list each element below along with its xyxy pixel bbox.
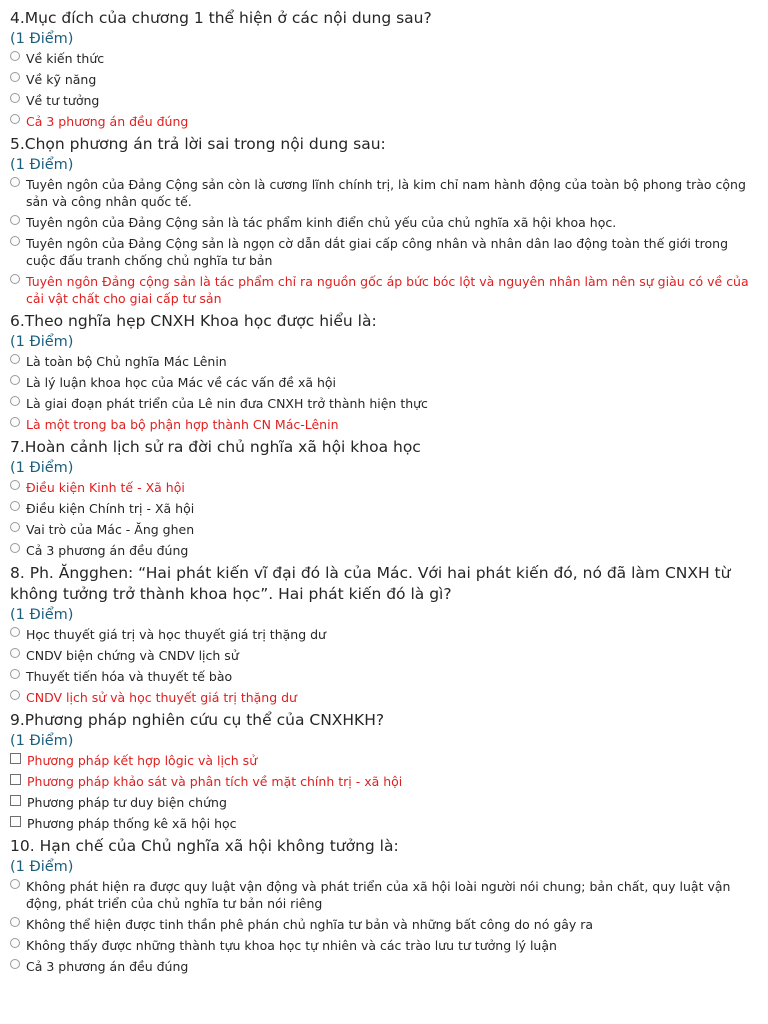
radio-button-icon[interactable]	[10, 959, 20, 969]
question-title: 5.Chọn phương án trả lời sai trong nội dung sau:	[10, 135, 386, 153]
option-label: Tuyên ngôn Đảng cộng sản là tác phẩm chỉ ra nguồn gốc áp bức bóc lột và nguyên nhân làm nên sự giàu có về của cải vật chất cho giai cấp tư sản	[26, 274, 749, 306]
radio-button-icon[interactable]	[10, 93, 20, 103]
option-label: Tuyên ngôn của Đảng Cộng sản là ngọn cờ dẫn dắt giai cấp công nhân và nhân dân lao động toàn thế giới trong cuộc đấu tranh chống chủ nghĩa tư bản	[26, 236, 729, 268]
question-title: 8. Ph. Ăngghen: “Hai phát kiến vĩ đại đó là của Mác. Với hai phát kiến đó, nó đã làm CNXH từ không tưởng trở thành khoa học”. Hai phát kiến đó là gì?	[10, 564, 731, 603]
option-label: Về kỹ năng	[26, 72, 97, 87]
option-label: Vai trò của Mác - Ăng ghen	[26, 522, 195, 537]
checkbox-icon[interactable]	[10, 753, 21, 764]
question-points: (1 Điểm)	[10, 334, 74, 350]
checkbox-icon[interactable]	[10, 816, 21, 827]
answer-option[interactable]	[10, 214, 758, 231]
option-label: CNDV lịch sử và học thuyết giá trị thặng dư	[26, 690, 297, 705]
option-label: Phương pháp khảo sát và phân tích về mặt chính trị - xã hội	[27, 774, 403, 789]
answer-option[interactable]	[10, 937, 758, 954]
option-label: Là toàn bộ Chủ nghĩa Mác Lênin	[26, 354, 227, 369]
question-title: 7.Hoàn cảnh lịch sử ra đời chủ nghĩa xã hội khoa học	[10, 438, 421, 456]
question-6	[10, 311, 758, 433]
question-5	[10, 134, 758, 307]
answer-option[interactable]	[10, 878, 758, 912]
radio-button-icon[interactable]	[10, 417, 20, 427]
question-title: 9.Phương pháp nghiên cứu cụ thể của CNXHKH?	[10, 711, 385, 729]
answer-option[interactable]	[10, 235, 758, 269]
radio-button-icon[interactable]	[10, 543, 20, 553]
radio-button-icon[interactable]	[10, 236, 20, 246]
radio-button-icon[interactable]	[10, 114, 20, 124]
option-label: CNDV biện chứng và CNDV lịch sử	[26, 648, 239, 663]
option-label: Không phát hiện ra được quy luật vận động và phát triển của xã hội loài người nói chung; bản chất, quy luật vận động, phát triển của chủ nghĩa tư bản nói riêng	[26, 879, 731, 911]
answer-option[interactable]	[10, 374, 758, 391]
answer-option[interactable]	[10, 689, 758, 706]
option-label: Về kiến thức	[26, 51, 105, 66]
answer-option[interactable]	[10, 176, 758, 210]
answer-option[interactable]	[10, 794, 758, 811]
option-label: Phương pháp kết hợp lôgic và lịch sử	[27, 753, 258, 768]
answer-option[interactable]	[10, 71, 758, 88]
radio-button-icon[interactable]	[10, 354, 20, 364]
radio-button-icon[interactable]	[10, 522, 20, 532]
answer-option[interactable]	[10, 500, 758, 517]
question-points: (1 Điểm)	[10, 31, 74, 47]
answer-option[interactable]	[10, 416, 758, 433]
question-title: 6.Theo nghĩa hẹp CNXH Khoa học được hiểu là:	[10, 312, 377, 330]
question-10	[10, 836, 758, 975]
answer-option[interactable]	[10, 521, 758, 538]
question-points: (1 Điểm)	[10, 607, 74, 623]
answer-option[interactable]	[10, 542, 758, 559]
radio-button-icon[interactable]	[10, 917, 20, 927]
option-label: Học thuyết giá trị và học thuyết giá trị thặng dư	[26, 627, 326, 642]
answer-option[interactable]	[10, 50, 758, 67]
answer-option[interactable]	[10, 916, 758, 933]
radio-button-icon[interactable]	[10, 669, 20, 679]
radio-button-icon[interactable]	[10, 690, 20, 700]
option-label: Thuyết tiến hóa và thuyết tế bào	[26, 669, 233, 684]
question-points: (1 Điểm)	[10, 859, 74, 875]
option-label: Không thể hiện được tinh thần phê phán chủ nghĩa tư bản và những bất công do nó gây ra	[26, 917, 594, 932]
option-label: Cả 3 phương án đều đúng	[26, 959, 189, 974]
option-label: Không thấy được những thành tựu khoa học tự nhiên và các trào lưu tư tưởng lý luận	[26, 938, 557, 953]
answer-option[interactable]	[10, 815, 758, 832]
question-title: 10. Hạn chế của Chủ nghĩa xã hội không tưởng là:	[10, 837, 399, 855]
radio-button-icon[interactable]	[10, 375, 20, 385]
radio-button-icon[interactable]	[10, 215, 20, 225]
question-9	[10, 710, 758, 832]
question-points: (1 Điểm)	[10, 460, 74, 476]
radio-button-icon[interactable]	[10, 938, 20, 948]
answer-option[interactable]	[10, 626, 758, 643]
option-label: Là lý luận khoa học của Mác về các vấn đề xã hội	[26, 375, 337, 390]
radio-button-icon[interactable]	[10, 51, 20, 61]
answer-option[interactable]	[10, 92, 758, 109]
option-label: Về tư tưởng	[26, 93, 100, 108]
question-points: (1 Điểm)	[10, 733, 74, 749]
answer-option[interactable]	[10, 479, 758, 496]
option-label: Phương pháp tư duy biện chứng	[27, 795, 227, 810]
option-label: Cả 3 phương án đều đúng	[26, 114, 189, 129]
radio-button-icon[interactable]	[10, 177, 20, 187]
option-label: Cả 3 phương án đều đúng	[26, 543, 189, 558]
question-7	[10, 437, 758, 559]
radio-button-icon[interactable]	[10, 274, 20, 284]
answer-option[interactable]	[10, 395, 758, 412]
option-label: Điều kiện Chính trị - Xã hội	[26, 501, 195, 516]
checkbox-icon[interactable]	[10, 795, 21, 806]
radio-button-icon[interactable]	[10, 879, 20, 889]
answer-option[interactable]	[10, 773, 758, 790]
answer-option[interactable]	[10, 752, 758, 769]
option-label: Tuyên ngôn của Đảng Cộng sản là tác phẩm kinh điển chủ yếu của chủ nghĩa xã hội khoa học.	[26, 215, 617, 230]
option-label: Tuyên ngôn của Đảng Cộng sản còn là cương lĩnh chính trị, là kim chỉ nam hành động của toàn bộ phong trào cộng sản và công nhân quốc tế.	[26, 177, 746, 209]
option-label: Là một trong ba bộ phận hợp thành CN Mác-Lênin	[26, 417, 339, 432]
question-4	[10, 8, 758, 130]
radio-button-icon[interactable]	[10, 501, 20, 511]
option-label: Phương pháp thống kê xã hội học	[27, 816, 237, 831]
answer-option[interactable]	[10, 647, 758, 664]
radio-button-icon[interactable]	[10, 480, 20, 490]
option-label: Là giai đoạn phát triển của Lê nin đưa CNXH trở thành hiện thực	[26, 396, 428, 411]
answer-option[interactable]	[10, 668, 758, 685]
radio-button-icon[interactable]	[10, 72, 20, 82]
option-label: Điều kiện Kinh tế - Xã hội	[26, 480, 185, 495]
answer-option[interactable]	[10, 113, 758, 130]
answer-option[interactable]	[10, 273, 758, 307]
answer-option[interactable]	[10, 958, 758, 975]
radio-button-icon[interactable]	[10, 396, 20, 406]
radio-button-icon[interactable]	[10, 648, 20, 658]
radio-button-icon[interactable]	[10, 627, 20, 637]
question-title: 4.Mục đích của chương 1 thể hiện ở các nội dung sau?	[10, 9, 432, 27]
answer-option[interactable]	[10, 353, 758, 370]
checkbox-icon[interactable]	[10, 774, 21, 785]
question-8	[10, 563, 758, 706]
question-points: (1 Điểm)	[10, 157, 74, 173]
